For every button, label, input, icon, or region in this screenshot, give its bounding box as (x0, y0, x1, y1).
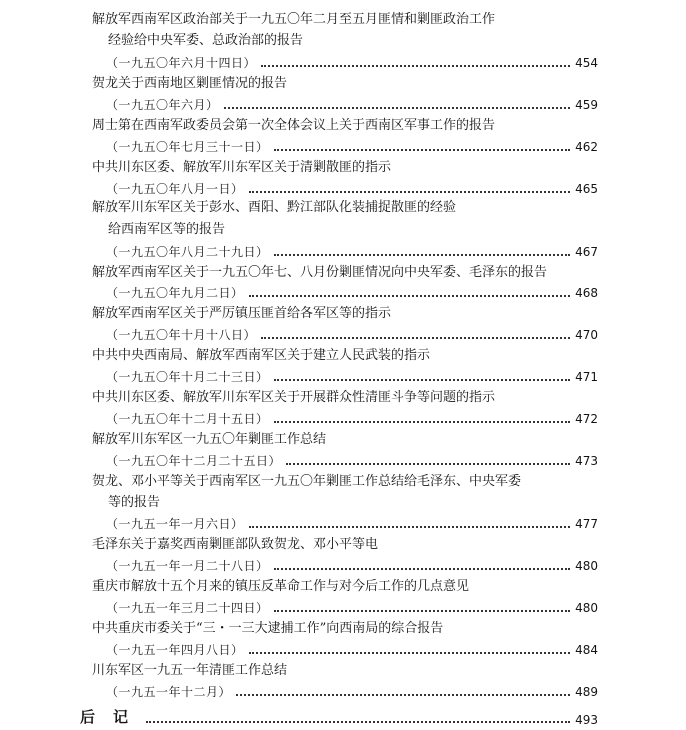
leader-dots (261, 64, 570, 67)
toc-entry-date-row (106, 244, 598, 260)
postscript-page-number[interactable]: 493 (575, 713, 598, 727)
leader-dots (146, 720, 570, 723)
toc-entry-date-row (106, 684, 598, 700)
toc-entry-page-number[interactable]: 489 (575, 685, 598, 699)
toc-entry-title[interactable]: 中共川东区委、解放军川东军区关于清剿散匪的指示 (92, 160, 392, 175)
leader-dots (274, 420, 571, 423)
toc-entry-date-row (106, 181, 598, 197)
toc-entry-title[interactable]: 周士第在西南军政委员会第一次全体会议上关于西南区军事工作的报告 (92, 118, 496, 133)
toc-entry-date: （一九五一年三月二十四日） (106, 601, 269, 615)
leader-dots (249, 190, 571, 193)
toc-entry-date-row (106, 285, 598, 301)
toc-entry-title[interactable]: 解放军西南军区政治部关于一九五〇年二月至五月匪情和剿匪政治工作 (92, 12, 496, 27)
toc-entry-title-cont[interactable]: 经验给中央军委、总政治部的报告 (108, 33, 304, 48)
leader-dots (274, 148, 571, 151)
toc-entry-title[interactable]: 中共川东区委、解放军川东军区关于开展群众性清匪斗争等问题的指示 (92, 390, 496, 405)
leader-dots (274, 253, 571, 256)
toc-entry-date-row (106, 139, 598, 155)
toc-entry-page-number[interactable]: 462 (575, 140, 598, 154)
leader-dots (261, 336, 570, 339)
toc-entry-page-number[interactable]: 459 (575, 98, 598, 112)
toc-entry-date: （一九五〇年八月一日） (106, 182, 244, 196)
toc-entry-title[interactable]: 贺龙、邓小平等关于西南军区一九五〇年剿匪工作总结给毛泽东、中央军委 (92, 474, 522, 489)
toc-entry-date-row (106, 55, 598, 71)
toc-entry-date: （一九五〇年七月三十一日） (106, 140, 269, 154)
leader-dots (274, 378, 571, 381)
toc-entry-title[interactable]: 川东军区一九五一年清匪工作总结 (92, 663, 288, 678)
toc-entry-page-number[interactable]: 480 (575, 601, 598, 615)
toc-entry-title-cont[interactable]: 等的报告 (108, 495, 161, 510)
toc-entry-date: （一九五一年四月八日） (106, 643, 244, 657)
toc-entry-date-row (106, 327, 598, 343)
toc-entry-title[interactable]: 毛泽东关于嘉奖西南剿匪部队致贺龙、邓小平等电 (92, 537, 379, 552)
toc-entry-title[interactable]: 解放军川东军区一九五〇年剿匪工作总结 (92, 432, 327, 447)
toc-entry-date-row (106, 516, 598, 532)
toc-entry-date-row (106, 453, 598, 469)
toc-entry-page-number[interactable]: 471 (575, 370, 598, 384)
toc-entry-page-number[interactable]: 480 (575, 559, 598, 573)
toc-entry-date-row (106, 642, 598, 658)
leader-dots (249, 525, 571, 528)
toc-entry-date-row (106, 369, 598, 385)
toc-entry-page-number[interactable]: 484 (575, 643, 598, 657)
toc-entry-date: （一九五一年一月二十八日） (106, 559, 269, 573)
toc-entry-date: （一九五一年十二月） (106, 685, 232, 699)
toc-entry-date: （一九五〇年六月十四日） (106, 56, 257, 70)
postscript-heading[interactable]: 后记 (80, 708, 147, 726)
leader-dots (236, 693, 570, 696)
toc-entry-page-number[interactable]: 454 (575, 56, 598, 70)
toc-entry-title-cont[interactable]: 给西南军区等的报告 (108, 222, 226, 237)
toc-entry-title[interactable]: 重庆市解放十五个月来的镇压反革命工作与对今后工作的几点意见 (92, 579, 470, 594)
leader-dots (274, 609, 571, 612)
toc-entry-title[interactable]: 解放军西南军区关于严厉镇压匪首给各军区等的指示 (92, 306, 392, 321)
toc-entry-date: （一九五〇年十二月二十五日） (106, 454, 282, 468)
toc-entry-date: （一九五〇年九月二日） (106, 286, 244, 300)
leader-dots (249, 651, 571, 654)
toc-entry-date: （一九五〇年十二月十五日） (106, 412, 269, 426)
toc-entry-title[interactable]: 中共中央西南局、解放军西南军区关于建立人民武装的指示 (92, 348, 431, 363)
toc-entry-date: （一九五〇年六月） (106, 98, 219, 112)
toc-entry-date-row (106, 558, 598, 574)
toc-entry-date: （一九五一年一月六日） (106, 517, 244, 531)
leader-dots (224, 106, 571, 109)
toc-entry-page-number[interactable]: 468 (575, 286, 598, 300)
toc-postscript-row (80, 706, 598, 727)
toc-entry-page-number[interactable]: 470 (575, 328, 598, 342)
toc-entry-title[interactable]: 贺龙关于西南地区剿匪情况的报告 (92, 76, 288, 91)
leader-dots (286, 462, 570, 465)
toc-entry-date: （一九五〇年十月十八日） (106, 328, 257, 342)
toc-entry-date: （一九五〇年八月二十九日） (106, 245, 269, 259)
toc-entry-page-number[interactable]: 473 (575, 454, 598, 468)
toc-entry-page-number[interactable]: 472 (575, 412, 598, 426)
toc-entry-page-number[interactable]: 465 (575, 182, 598, 196)
toc-entry-page-number[interactable]: 477 (575, 517, 598, 531)
toc-entry-title[interactable]: 解放军西南军区关于一九五〇年七、八月份剿匪情况向中央军委、毛泽东的报告 (92, 265, 548, 280)
toc-entry-date-row (106, 600, 598, 616)
toc-entry-title[interactable]: 中共重庆市委关于“三・一三大逮捕工作”向西南局的综合报告 (92, 621, 444, 636)
leader-dots (274, 567, 571, 570)
toc-entry-date: （一九五〇年十月二十三日） (106, 370, 269, 384)
leader-dots (249, 294, 571, 297)
toc-entry-date-row (106, 411, 598, 427)
toc-entry-title[interactable]: 解放军川东军区关于彭水、酉阳、黔江部队化装捕捉散匪的经验 (92, 200, 457, 215)
toc-entry-date-row (106, 97, 598, 113)
toc-entry-page-number[interactable]: 467 (575, 245, 598, 259)
